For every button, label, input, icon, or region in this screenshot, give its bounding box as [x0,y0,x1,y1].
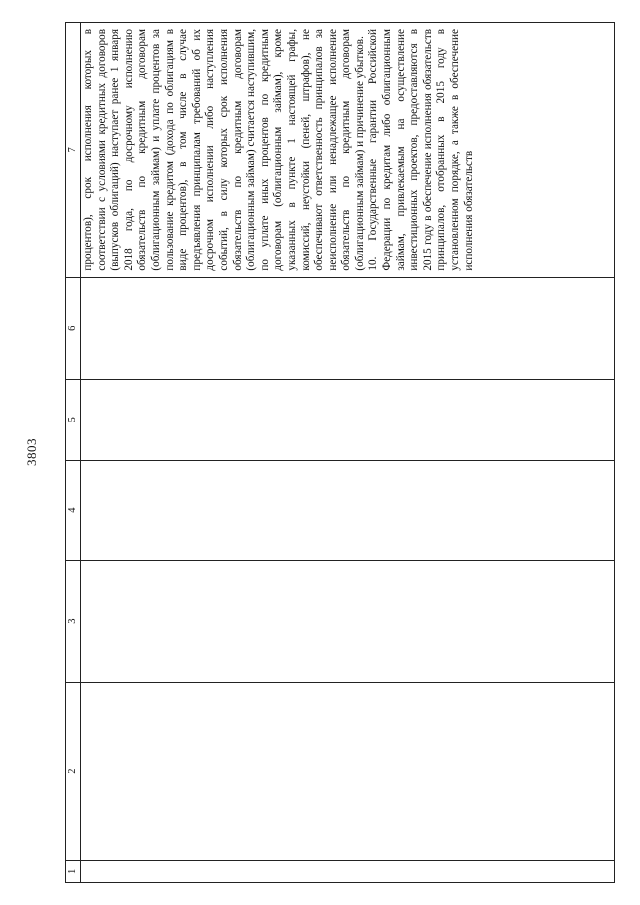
col-header-1: 1 [66,860,81,882]
cell-col-4 [81,460,615,560]
col-header-3: 3 [66,560,81,682]
document-table [65,22,615,883]
cell-col-2 [81,682,615,860]
cell-col-5 [81,379,615,460]
rotated-table-container [65,22,613,883]
col-header-4: 4 [66,460,81,560]
col-header-6: 6 [66,277,81,379]
cell-col-7 [81,23,615,278]
header-row [66,23,81,883]
col7-paragraph-2: 10. Государственные гарантии Российской Федерации по кредитам либо облигационным займам, привлекаемым на осуществление инвестиционных проектов, предоставляются в 2015 году в обеспечение исполнения обязательств принципалов, отобранных в 2015 году в установленном порядке, а также в обеспечение исполнения обязательств [367,29,475,271]
col-header-5: 5 [66,379,81,460]
page-number: 3803 [24,438,39,466]
col7-paragraph-1: процентов), срок исполнения которых в соответствии с условиями кредитных договоров (выпусков облигаций) наступает ранее 1 января 2018 года, по досрочному исполнению обязательств по кредитным договорам (облигационным займам) и уплате процентов за пользование кредитом (дохода по облигациям в виде процентов), в том числе в случае предъявления принципалам требований об их досрочном исполнении либо наступления событий, в силу которых срок исполнения обязательств по кредитным договорам (облигационным займам) считается наступившим, по уплате иных процентов по кредитным договорам (облигационным займам), кроме указанных в пункте 1 настоящей графы, комиссий, неустойки (пеней, штрафов), не обеспечивают ответственность принципалов за неисполнение или ненадлежащее исполнение обязательств по кредитным договорам (облигационным займам) и причинение убытков. [82,29,366,271]
cell-col-3 [81,560,615,682]
cell-col-1 [81,860,615,882]
col-header-7: 7 [66,23,81,278]
cell-col-6 [81,277,615,379]
col-header-2: 2 [66,682,81,860]
table-row [81,23,615,883]
